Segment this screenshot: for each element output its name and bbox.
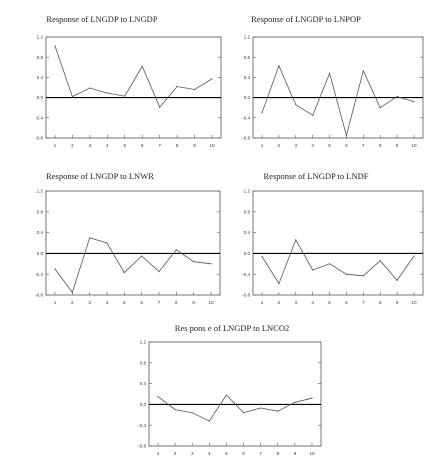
- panel-title: Response of LNGDP to LNWR: [46, 171, 154, 181]
- x-tick-label: 3: [294, 143, 298, 148]
- x-tick-label: 6: [345, 300, 348, 305]
- x-tick-label: 1: [156, 451, 160, 456]
- y-tick-label: 0.0: [36, 251, 43, 256]
- response-point: [329, 73, 330, 74]
- y-tick-label: -0.8: [242, 135, 250, 141]
- x-tick-label: 4: [311, 143, 314, 148]
- response-point: [363, 70, 364, 71]
- x-tick-label: 10: [411, 143, 417, 148]
- y-tick-label: 0.4: [36, 75, 43, 80]
- panel-title: Response of LNGDP to LNDF: [263, 171, 369, 181]
- y-tick-label: 0.4: [243, 75, 250, 80]
- x-tick-label: 1: [260, 300, 264, 305]
- x-tick-label: 3: [294, 300, 298, 305]
- x-tick-label: 9: [193, 143, 196, 148]
- response-point: [329, 263, 330, 264]
- x-tick-label: 9: [293, 451, 297, 456]
- y-tick-label: 0.4: [36, 230, 43, 236]
- response-point: [278, 65, 279, 66]
- response-point: [54, 268, 55, 269]
- x-tick-label: 4: [106, 143, 109, 148]
- response-point: [192, 412, 193, 413]
- x-tick-label: 2: [277, 300, 281, 305]
- y-tick-label: 1.2: [139, 339, 146, 345]
- response-point: [226, 394, 227, 395]
- x-tick-label: 1: [53, 143, 57, 148]
- response-point: [89, 237, 90, 238]
- response-point: [89, 87, 90, 88]
- response-point: [261, 112, 262, 113]
- x-tick-label: 6: [345, 143, 348, 148]
- x-tick-label: 7: [362, 143, 365, 148]
- y-tick-label: 0.4: [243, 230, 250, 236]
- y-tick-label: -0.8: [242, 292, 250, 298]
- response-point: [380, 260, 381, 261]
- x-tick-label: 3: [88, 143, 92, 148]
- x-tick-label: 8: [276, 451, 280, 456]
- y-tick-label: -0.4: [35, 271, 43, 277]
- x-tick-label: 2: [71, 143, 74, 148]
- x-tick-label: 4: [105, 300, 109, 305]
- response-point: [278, 283, 279, 284]
- response-point: [193, 261, 194, 262]
- x-tick-label: 7: [157, 300, 161, 305]
- response-point: [295, 104, 296, 105]
- response-point: [194, 89, 195, 90]
- response-point: [311, 398, 312, 399]
- panel-title: Response of LNGDP to LNPOP: [251, 14, 361, 24]
- response-point: [312, 269, 313, 270]
- x-tick-label: 4: [208, 451, 211, 456]
- x-tick-label: 8: [378, 300, 382, 305]
- response-point: [124, 95, 125, 96]
- y-tick-label: 0.0: [139, 402, 146, 407]
- panel-title: Response of LNGDP to LNGDP: [46, 14, 158, 24]
- panel-title: Res pons e of LNGDP to LNCO2: [174, 323, 290, 333]
- x-tick-label: 10: [411, 300, 417, 305]
- response-point: [243, 412, 244, 413]
- x-tick-label: 5: [328, 143, 331, 148]
- x-tick-label: 2: [277, 143, 281, 148]
- x-tick-label: 6: [140, 300, 143, 305]
- x-tick-label: 5: [225, 451, 228, 456]
- y-tick-label: 0.4: [139, 381, 146, 387]
- x-tick-label: 8: [378, 143, 382, 148]
- response-point: [158, 271, 159, 272]
- y-tick-label: 1.2: [36, 188, 43, 194]
- x-tick-label: 8: [175, 143, 179, 148]
- response-point: [175, 409, 176, 410]
- y-tick-label: -0.4: [138, 422, 146, 428]
- response-point: [159, 107, 160, 108]
- response-point: [294, 402, 295, 403]
- y-tick-label: 0.0: [243, 251, 250, 256]
- y-tick-label: 0.0: [243, 95, 250, 101]
- y-tick-label: -0.8: [35, 135, 43, 141]
- y-tick-label: -0.8: [35, 292, 43, 298]
- y-tick-label: 0.8: [243, 54, 250, 60]
- response-point: [261, 256, 262, 257]
- response-point: [72, 96, 73, 97]
- y-tick-label: 0.8: [36, 54, 43, 60]
- response-point: [397, 280, 398, 281]
- x-tick-label: 5: [123, 143, 127, 148]
- response-point: [295, 239, 296, 240]
- y-tick-label: 0.8: [243, 209, 250, 215]
- x-tick-label: 5: [123, 300, 126, 305]
- x-tick-label: 4: [311, 300, 314, 305]
- response-point: [54, 45, 55, 46]
- response-point: [312, 115, 313, 116]
- response-point: [177, 86, 178, 87]
- x-tick-label: 3: [88, 300, 91, 305]
- response-point: [346, 135, 347, 136]
- y-tick-label: 0.8: [36, 209, 43, 215]
- response-point: [260, 407, 261, 408]
- x-tick-label: 5: [328, 300, 331, 305]
- y-tick-label: -0.8: [138, 443, 146, 449]
- response-point: [210, 263, 211, 264]
- response-point: [413, 101, 414, 102]
- response-point: [413, 255, 414, 256]
- x-tick-label: 7: [259, 451, 262, 456]
- response-point: [277, 411, 278, 412]
- x-tick-label: 10: [209, 143, 215, 148]
- x-tick-label: 9: [395, 143, 399, 148]
- y-tick-label: 0.0: [36, 95, 43, 101]
- response-point: [157, 396, 158, 397]
- y-tick-label: -0.4: [35, 115, 43, 121]
- response-point: [380, 107, 381, 108]
- x-tick-label: 7: [362, 300, 365, 305]
- response-point: [124, 272, 125, 273]
- x-tick-label: 6: [140, 143, 144, 148]
- response-point: [397, 96, 398, 97]
- x-tick-label: 10: [208, 300, 214, 305]
- x-tick-label: 9: [192, 300, 195, 305]
- response-point: [176, 249, 177, 250]
- response-point: [141, 255, 142, 256]
- y-tick-label: 1.2: [243, 188, 250, 194]
- x-tick-label: 9: [395, 300, 399, 305]
- x-tick-label: 1: [260, 143, 264, 148]
- response-point: [72, 292, 73, 293]
- x-tick-label: 2: [173, 451, 177, 456]
- y-tick-label: -0.4: [242, 271, 250, 277]
- x-tick-label: 6: [242, 451, 245, 456]
- y-tick-label: 0.8: [139, 360, 146, 366]
- response-point: [106, 242, 107, 243]
- x-tick-label: 2: [71, 300, 74, 305]
- response-point: [142, 66, 143, 67]
- x-tick-label: 7: [158, 143, 161, 148]
- response-point: [107, 92, 108, 93]
- response-point: [346, 274, 347, 275]
- x-tick-label: 1: [53, 300, 57, 305]
- x-tick-label: 8: [175, 300, 178, 305]
- y-tick-label: -0.4: [242, 115, 250, 121]
- x-tick-label: 10: [309, 451, 315, 456]
- response-point: [209, 420, 210, 421]
- response-point: [211, 78, 212, 79]
- y-tick-label: 1.2: [36, 34, 43, 40]
- x-tick-label: 3: [190, 451, 194, 456]
- response-point: [363, 275, 364, 276]
- y-tick-label: 1.2: [243, 34, 250, 40]
